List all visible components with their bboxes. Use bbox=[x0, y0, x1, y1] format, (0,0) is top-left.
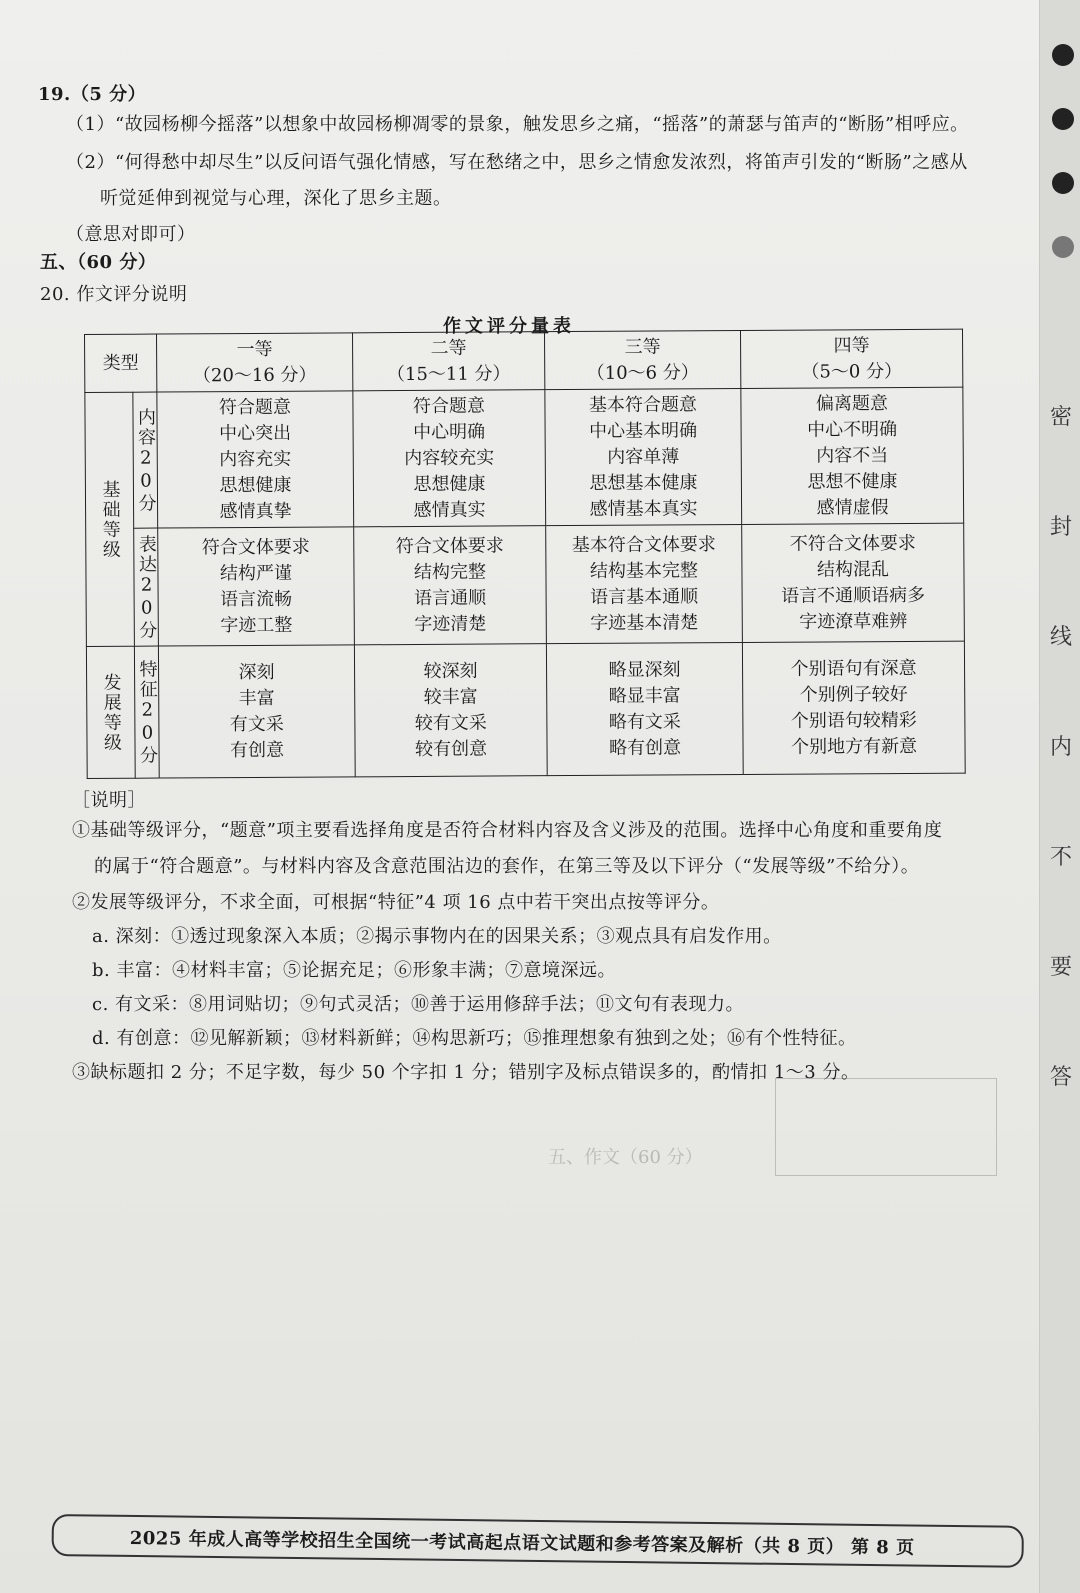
expression-grade-3: 基本符合文体要求 结构基本完整 语言基本通顺 字迹基本清楚 bbox=[546, 524, 743, 643]
feature-grade-4: 个别语句有深意 个别例子较好 个别语句较精彩 个别地方有新意 bbox=[742, 641, 965, 774]
binder-hole-icon bbox=[1052, 172, 1074, 194]
rubric-title: 作文评分量表 bbox=[443, 316, 575, 337]
note-1-line-2: 的属于“符合题意”。与材料内容及含意范围沾边的套作，在第三等及以下评分（“发展等级”不给分）。 bbox=[94, 856, 920, 877]
rubric-table bbox=[84, 329, 966, 779]
note-2-c: c. 有文采：⑧用词贴切；⑨句式灵活；⑩善于运用修辞手法；⑪文句有表现力。 bbox=[92, 994, 745, 1015]
seal-char: 要 bbox=[1049, 955, 1072, 980]
note-2-b: b. 丰富：④材料丰富；⑤论据充足；⑥形象丰满；⑦意境深远。 bbox=[92, 960, 616, 981]
footer-caption: 2025 年成人高等学校招生全国统一考试高起点语文试题和参考答案及解析（共 8 页） 第 8 页 bbox=[129, 1527, 915, 1559]
note-2-a: a. 深刻：①透过现象深入本质；②揭示事物内在的因果关系；③观点具有启发作用。 bbox=[92, 926, 782, 947]
grade-header-3: 三等 （10～6 分） bbox=[544, 330, 740, 389]
develop-level-label: 发展等级 bbox=[86, 646, 135, 778]
content-grade-3: 基本符合题意 中心基本明确 内容单薄 思想基本健康 感情基本真实 bbox=[545, 388, 742, 525]
content-grade-4: 偏离题意 中心不明确 内容不当 思想不健康 感情虚假 bbox=[741, 387, 964, 524]
content-row bbox=[85, 387, 964, 528]
type-header: 类型 bbox=[85, 334, 157, 392]
note-2-d: d. 有创意：⑫见解新颖；⑬材料新鲜；⑭构思新巧；⑮推理想象有独到之处；⑯有个性特征。 bbox=[92, 1028, 857, 1049]
binder-hole-icon bbox=[1052, 108, 1074, 130]
expression-grade-1: 符合文体要求 结构严谨 语言流畅 字迹工整 bbox=[158, 527, 355, 646]
binder-hole-icon bbox=[1052, 44, 1074, 66]
binder-hole-icon bbox=[1052, 236, 1074, 258]
seal-char: 密 bbox=[1049, 405, 1072, 430]
q19-answer-line-1: （1）“故园杨柳今摇落”以想象中故园杨柳凋零的景象，触发思乡之痛，“摇落”的萧瑟与笛声的“断肠”相呼应。 bbox=[66, 114, 969, 135]
bleed-through-score-box bbox=[775, 1078, 997, 1176]
q19-note: （意思对即可） bbox=[66, 224, 196, 245]
bleed-through-text: 五、作文（60 分） bbox=[548, 1147, 703, 1168]
rubric-header-row bbox=[85, 329, 963, 392]
notes-heading: ［说明］ bbox=[72, 790, 146, 811]
binding-margin bbox=[1039, 0, 1080, 1593]
q19-answer-line-3: 听觉延伸到视觉与心理，深化了思乡主题。 bbox=[100, 188, 452, 209]
note-3: ③缺标题扣 2 分；不足字数，每少 50 个字扣 1 分；错别字及标点错误多的，酌情扣 1～3 分。 bbox=[72, 1062, 860, 1083]
seal-char: 不 bbox=[1049, 845, 1072, 870]
grade-header-2: 二等 （15～11 分） bbox=[352, 332, 544, 391]
note-1-line-1: ①基础等级评分，“题意”项主要看选择角度是否符合材料内容及含义涉及的范围。选择中心角度和重要角度 bbox=[72, 820, 943, 841]
expression-label: 表达20分 bbox=[134, 528, 159, 646]
q20-heading: 20. 作文评分说明 bbox=[40, 284, 188, 305]
expression-row bbox=[86, 523, 965, 646]
expression-grade-2: 符合文体要求 结构完整 语言通顺 字迹清楚 bbox=[354, 526, 547, 645]
seal-char: 封 bbox=[1049, 515, 1072, 540]
feature-label: 特征20分 bbox=[134, 646, 159, 778]
basic-level-label: 基础等级 bbox=[85, 392, 135, 646]
q19-heading: 19.（5 分） bbox=[38, 84, 147, 105]
content-grade-2: 符合题意 中心明确 内容较充实 思想健康 感情真实 bbox=[353, 390, 546, 527]
feature-grade-3: 略显深刻 略显丰富 略有文采 略有创意 bbox=[546, 642, 743, 775]
grade-header-4: 四等 （5～0 分） bbox=[740, 329, 962, 388]
content-label: 内容20分 bbox=[133, 392, 158, 528]
seal-char: 线 bbox=[1049, 625, 1072, 650]
grade-header-1: 一等 （20～16 分） bbox=[157, 333, 353, 392]
feature-row bbox=[86, 641, 965, 778]
content-grade-1: 符合题意 中心突出 内容充实 思想健康 感情真挚 bbox=[157, 391, 354, 528]
feature-grade-1: 深刻 丰富 有文采 有创意 bbox=[158, 645, 355, 778]
section-five-heading: 五、（60 分） bbox=[40, 252, 157, 273]
q19-answer-line-2: （2）“何得愁中却尽生”以反问语气强化情感，写在愁绪之中，思乡之情愈发浓烈，将笛声引发的“断肠”之感从 bbox=[66, 152, 968, 173]
seal-char: 答 bbox=[1049, 1065, 1072, 1090]
seal-char: 内 bbox=[1049, 735, 1072, 760]
expression-grade-4: 不符合文体要求 结构混乱 语言不通顺语病多 字迹潦草难辨 bbox=[742, 523, 965, 642]
note-2: ②发展等级评分，不求全面，可根据“特征”4 项 16 点中若干突出点按等评分。 bbox=[72, 892, 720, 913]
feature-grade-2: 较深刻 较丰富 较有文采 较有创意 bbox=[354, 644, 547, 777]
